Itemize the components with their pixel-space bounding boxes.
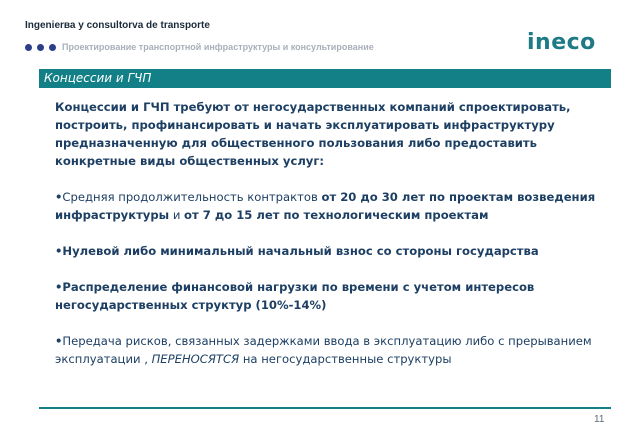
header-dots-decoration xyxy=(25,44,56,51)
item1-conjunction: и xyxy=(169,208,185,222)
item4-text-end: на негосударственные структуры xyxy=(239,352,452,366)
dot-icon xyxy=(37,44,44,51)
item4-text: Передача рисков, связанных задержками ввода в эксплуатацию либо с прерыванием эксплуатации , xyxy=(55,334,592,366)
footer-divider xyxy=(39,407,611,409)
page-number: 11 xyxy=(594,414,605,425)
item1-text: Средняя продолжительность контрактов xyxy=(62,190,322,204)
bullet-marker: • xyxy=(55,244,63,258)
section-title: Концессии и ГЧП xyxy=(44,71,152,85)
item4-italic-emphasis: ПЕРЕНОСЯТСЯ xyxy=(151,352,240,366)
dot-icon xyxy=(25,44,32,51)
bullet-marker: • xyxy=(55,190,63,204)
item1-bold-tech: от 7 до 15 лет по технологическим проектам xyxy=(184,208,489,222)
intro-paragraph: Концессии и ГЧП требуют от негосударственных компаний спроектировать, построить, профинансировать и начать эксплуатировать инфраструктуру предназначенную для общественного пользования либо предоставить конкретные виды общественных услуг: xyxy=(55,100,571,168)
item3-text: Распределение финансовой нагрузки по времени с учетом интересов негосударственных структур (10%-14%) xyxy=(55,280,535,312)
ineco-logo: ineco xyxy=(527,30,596,55)
header-subtitle: Проектирование транспортной инфраструктуры и консультирование xyxy=(62,42,374,52)
bullet-item-3 xyxy=(55,278,610,314)
bullet-item-4 xyxy=(55,332,610,368)
item1-bold-range: от 20 до 30 лет по проектам возведения инфраструктуры xyxy=(55,190,596,222)
bullet-item-2 xyxy=(55,242,610,260)
bullet-item-1 xyxy=(55,188,610,224)
header-title: Ingenierва y consultorva de transporte xyxy=(25,20,210,31)
dot-icon xyxy=(49,44,56,51)
slide-content xyxy=(55,98,610,386)
bullet-marker: • xyxy=(55,334,63,348)
bullet-marker: • xyxy=(55,280,63,294)
item2-text: Нулевой либо минимальный начальный взнос со стороны государства xyxy=(62,244,539,258)
